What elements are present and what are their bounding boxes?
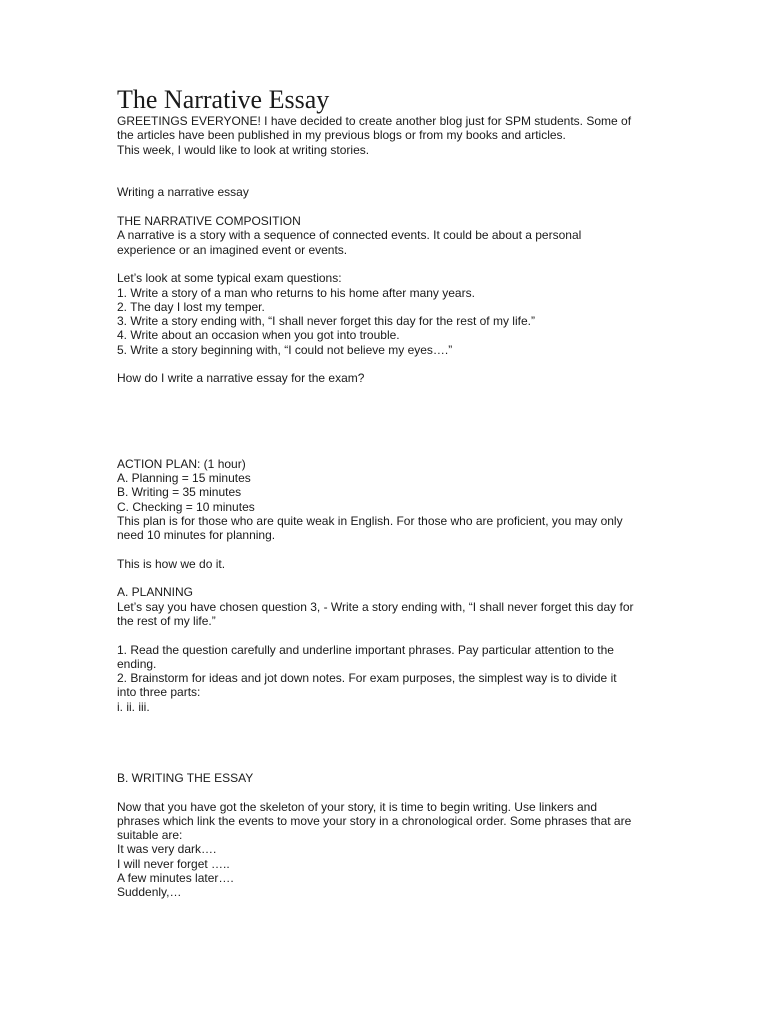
section-heading: B. WRITING THE ESSAY: [117, 770, 254, 785]
question-item: 4. Write about an occasion when you got into trouble.: [117, 328, 400, 343]
document-body: [117, 86, 657, 900]
paragraph-line: Let’s say you have chosen question 3, - Write a story ending with, “I shall never forget this day for: [117, 599, 634, 614]
planning-step: 2. Brainstorm for ideas and jot down notes. For exam purposes, the simplest way is to divide it: [117, 671, 617, 686]
question-item: 1. Write a story of a man who returns to his home after many years.: [117, 285, 475, 300]
document-title: The Narrative Essay: [117, 85, 330, 114]
question-item: 3. Write a story ending with, “I shall never forget this day for the rest of my life.”: [117, 314, 535, 329]
example-phrase: It was very dark….: [117, 842, 217, 857]
question-item: 2. The day I lost my temper.: [117, 299, 265, 314]
action-plan-line: C. Checking = 10 minutes: [117, 499, 255, 514]
section-heading: THE NARRATIVE COMPOSITION: [117, 214, 301, 229]
paragraph-line: A narrative is a story with a sequence of connected events. It could be about a personal: [117, 228, 582, 243]
example-phrase: Suddenly,…: [117, 885, 182, 900]
writing-section: [117, 771, 657, 900]
action-plan-line: This plan is for those who are quite weak in English. For those who are proficient, you may only: [117, 513, 623, 528]
intro-line: GREETINGS EVERYONE! I have decided to create another blog just for SPM students. Some of: [117, 114, 632, 128]
planning-step: into three parts:: [117, 685, 201, 700]
question-item: 5. Write a story beginning with, “I could not believe my eyes….”: [117, 342, 453, 357]
composition-section: [117, 214, 657, 257]
example-phrase: A few minutes later….: [117, 871, 234, 886]
planning-step: ending.: [117, 656, 157, 671]
paragraph-line: Now that you have got the skeleton of your story, it is time to begin writing. Use linkers and: [117, 799, 598, 814]
paragraph-line: phrases which link the events to move your story in a chronological order. Some phrases that are: [117, 813, 632, 828]
action-plan-line: A. Planning = 15 minutes: [117, 470, 251, 485]
intro-line: the articles have been published in my previous blogs or from my books and articles.: [117, 128, 566, 143]
example-phrase: I will never forget …..: [117, 856, 230, 871]
intro-line: This week, I would like to look at writing stories.: [117, 142, 370, 157]
how-we-do-text: This is how we do it.: [117, 556, 226, 571]
planning-step: 1. Read the question carefully and underline important phrases. Pay particular attention to the: [117, 642, 614, 657]
action-plan-heading: ACTION PLAN: (1 hour): [117, 456, 246, 471]
intro-paragraph: [117, 114, 657, 157]
section-heading: A. PLANNING: [117, 585, 194, 600]
action-plan-line: need 10 minutes for planning.: [117, 528, 276, 543]
how-question: How do I write a narrative essay for the exam?: [117, 371, 365, 386]
paragraph-line: the rest of my life.”: [117, 613, 216, 628]
planning-step: i. ii. iii.: [117, 699, 150, 714]
paragraph-line: experience or an imagined event or events.: [117, 242, 348, 257]
action-plan-line: B. Writing = 35 minutes: [117, 485, 242, 500]
paragraph-line: suitable are:: [117, 828, 183, 843]
planning-section: [117, 585, 657, 714]
questions-lead: Let’s look at some typical exam questions:: [117, 271, 342, 286]
subheading: Writing a narrative essay: [117, 185, 249, 200]
action-plan-section: [117, 457, 657, 543]
questions-section: [117, 271, 657, 357]
